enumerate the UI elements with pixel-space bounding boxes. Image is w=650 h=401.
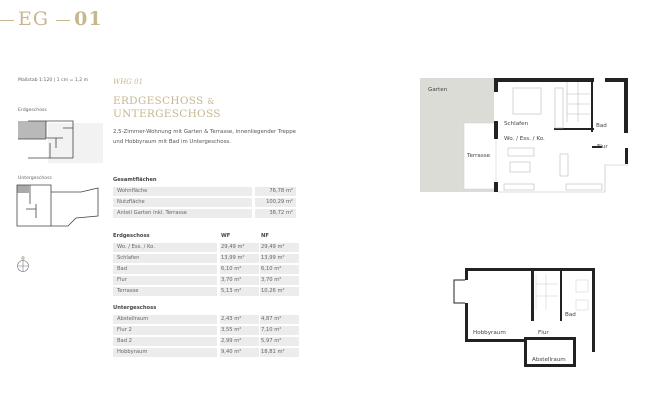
totals-title: Gesamtflächen <box>113 177 157 183</box>
row-label: Hobbyraum <box>113 348 217 357</box>
row-label: Wo. / Ess. / Ko. <box>113 243 217 252</box>
row-wf: 2,99 m² <box>220 337 259 346</box>
row-nf: 4,87 m² <box>260 315 299 324</box>
row-wf: 2,43 m² <box>220 315 259 324</box>
row-label: Bad <box>113 265 217 274</box>
scale-label: Maßstab 1:120 | 1 cm = 1,2 m <box>18 78 89 83</box>
label-wohnen: Wo. / Ess. / Ko. <box>504 136 545 142</box>
table-row <box>113 325 299 336</box>
row-wf: 6,10 m² <box>220 265 259 274</box>
unit-prefix: EG <box>18 8 50 30</box>
col-wf: WF <box>221 233 231 239</box>
key-plan-ug <box>16 184 101 234</box>
ground-floor-table <box>113 231 299 297</box>
table-row <box>113 197 299 208</box>
unit-number: 01 <box>74 8 103 30</box>
floor-plan-ug <box>440 260 620 375</box>
floor2-label: Untergeschoss <box>18 176 52 181</box>
description <box>113 127 313 147</box>
row-wf: 3,55 m² <box>220 326 259 335</box>
row-wf: 29,49 m² <box>220 243 259 252</box>
totals-table <box>113 175 299 219</box>
label-flur: Flur <box>597 144 608 150</box>
row-label: Nutzfläche <box>113 198 252 207</box>
key-plan-eg <box>18 118 103 163</box>
ground-floor-header <box>113 231 299 242</box>
col-nf: NF <box>261 233 269 239</box>
table-row <box>113 336 299 347</box>
table-row <box>113 347 299 358</box>
row-wf: 5,13 m² <box>220 287 259 296</box>
description-line1: 2,5-Zimmer-Wohnung mit Garten & Terrasse, innenliegender Treppe <box>113 129 296 135</box>
heading-amp: & <box>207 97 215 106</box>
page-heading <box>113 95 221 120</box>
ground-floor-title: Erdgeschoss <box>113 233 150 239</box>
heading-line1: ERDGESCHOSS <box>113 95 204 107</box>
basement-table <box>113 303 299 358</box>
label-bad-ug: Bad <box>565 312 576 318</box>
table-row <box>113 286 299 297</box>
floor-plan-eg <box>400 70 640 200</box>
label-garten: Garten <box>428 87 448 93</box>
row-wf: 3,70 m² <box>220 276 259 285</box>
row-value: 38,72 m² <box>255 209 296 218</box>
table-row <box>113 264 299 275</box>
table-row <box>113 314 299 325</box>
row-label: Wohnfläche <box>113 187 252 196</box>
row-value: 76,78 m² <box>255 187 296 196</box>
basement-title: Untergeschoss <box>113 305 157 311</box>
unit-label: WHG 01 <box>113 78 144 86</box>
compass-icon <box>16 254 32 274</box>
label-terrasse: Terrasse <box>467 153 491 159</box>
row-nf: 18,81 m² <box>260 348 299 357</box>
row-nf: 5,97 m² <box>260 337 299 346</box>
heading-line2: UNTERGESCHOSS <box>113 108 221 120</box>
title-dash <box>56 20 70 21</box>
row-label: Schlafen <box>113 254 217 263</box>
row-label: Terrasse <box>113 287 217 296</box>
row-label: Flur 2 <box>113 326 217 335</box>
row-label: Anteil Garten inkl. Terrasse <box>113 209 252 218</box>
row-label: Abstellraum <box>113 315 217 324</box>
label-hobbyraum: Hobbyraum <box>473 330 506 336</box>
row-nf: 3,70 m² <box>260 276 299 285</box>
row-value: 100,29 m² <box>255 198 296 207</box>
table-row <box>113 208 299 219</box>
row-nf: 29,49 m² <box>260 243 299 252</box>
label-flur-ug: Flur <box>538 330 549 336</box>
table-row <box>113 253 299 264</box>
title-dash <box>0 20 14 21</box>
row-wf: 9,40 m² <box>220 348 259 357</box>
row-nf: 6,10 m² <box>260 265 299 274</box>
unit-title <box>0 8 103 30</box>
row-wf: 13,99 m² <box>220 254 259 263</box>
table-row <box>113 186 299 197</box>
row-label: Flur <box>113 276 217 285</box>
floor1-label: Erdgeschoss <box>18 108 47 113</box>
label-abstellraum: Abstellraum <box>532 357 566 363</box>
row-nf: 7,10 m² <box>260 326 299 335</box>
row-nf: 10,26 m² <box>260 287 299 296</box>
label-bad: Bad <box>596 123 607 129</box>
row-label: Bad 2 <box>113 337 217 346</box>
label-schlafen: Schlafen <box>504 121 529 127</box>
table-row <box>113 242 299 253</box>
description-line2: und Hobbyraum mit Bad im Untergeschoss. <box>113 139 231 145</box>
table-row <box>113 275 299 286</box>
row-nf: 13,99 m² <box>260 254 299 263</box>
